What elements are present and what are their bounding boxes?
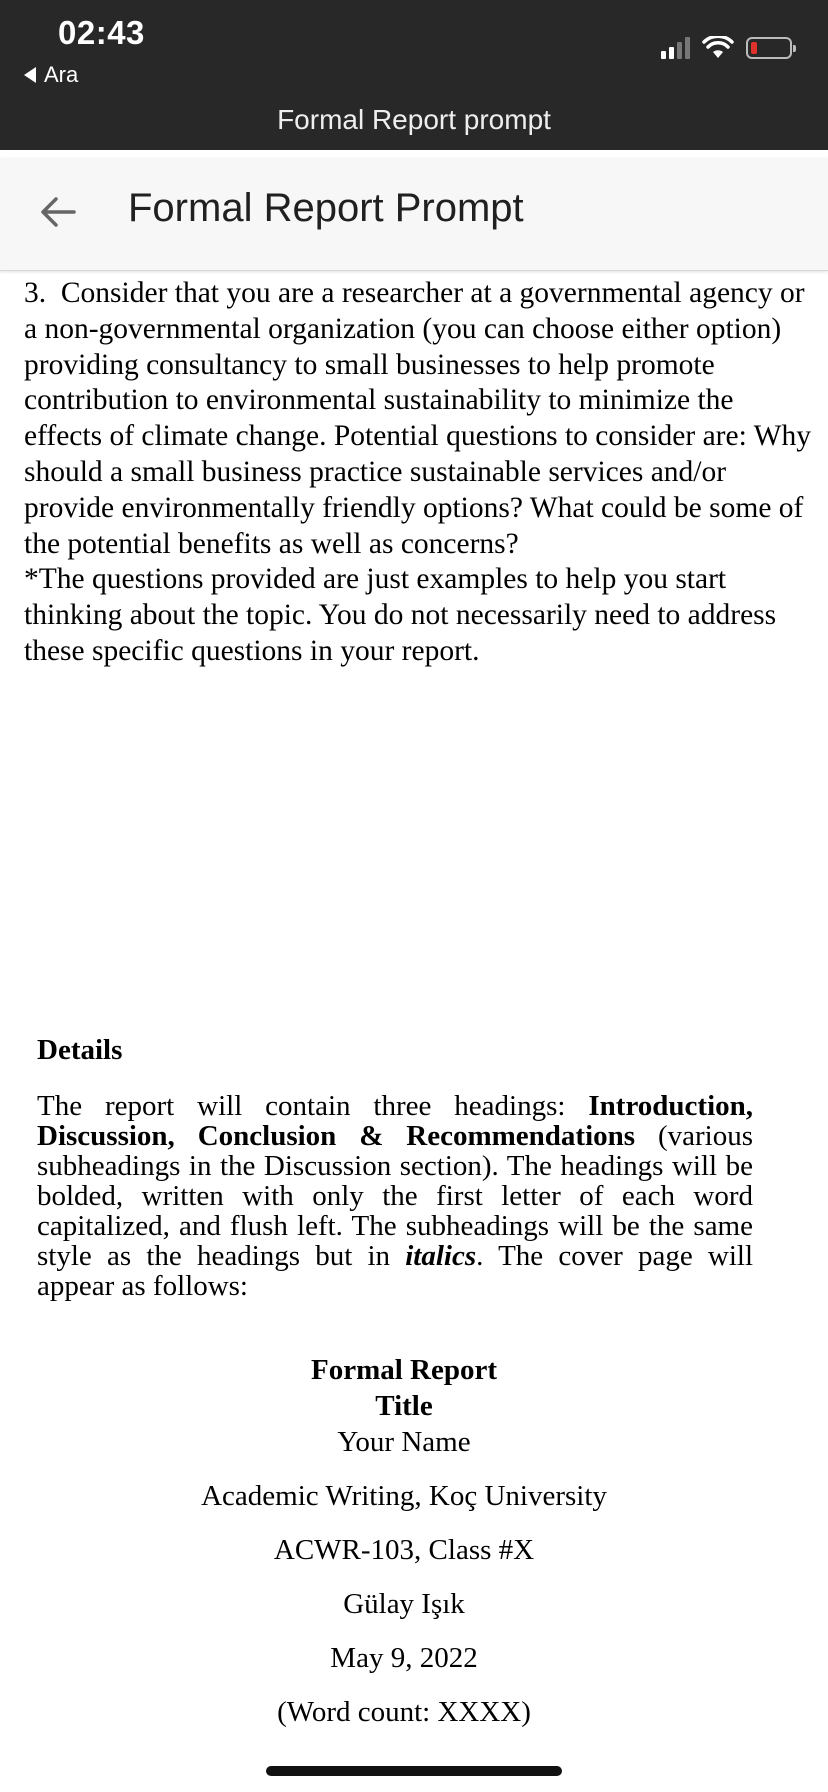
prompt-text: Consider that you are a researcher at a governmental agency or a non-governmental organization (you can choose either option) providing consultancy to small businesses to help promote contribution to environmental sustainability to minimize the effects of climate change. Potential questions to consider are: Why should a small business practice sustainable services and/or provide environmentally friendly options? What could be some of the potential benefits as well as concerns? [24, 277, 811, 560]
cover-word-count: (Word count: XXXX) [277, 1696, 531, 1728]
app-bar [0, 158, 828, 271]
arrow-left-icon[interactable] [34, 188, 82, 236]
prompt-paragraph [24, 276, 814, 670]
cellular-signal-icon [661, 37, 690, 59]
details-paragraph [37, 1091, 753, 1301]
cover-course: Academic Writing, Koç University [201, 1480, 607, 1512]
cover-class: ACWR-103, Class #X [273, 1534, 535, 1566]
prompt-note: *The questions provided are just examples to help you start thinking about the topic. You do not necessarily need to address these specific questions in your report. [24, 563, 777, 667]
status-icons [661, 36, 792, 60]
cover-your-name: Your Name [337, 1426, 471, 1458]
status-bar [0, 0, 828, 150]
details-italics-word: italics [405, 1240, 477, 1272]
details-headings-list: Introduction, Discussion, Conclusion & Recommendations [37, 1090, 754, 1152]
cover-date: May 9, 2022 [330, 1642, 478, 1674]
status-time: 02:43 [58, 14, 145, 51]
details-intro: The report will contain three headings: [37, 1090, 566, 1122]
cover-instructor: Gülay Işık [343, 1588, 465, 1620]
wifi-icon [702, 36, 734, 60]
back-triangle-icon [24, 67, 36, 83]
back-to-app-button[interactable] [24, 62, 78, 88]
cover-title-line1: Formal Report [310, 1354, 498, 1386]
details-after-italics: . The cover page will appear as follows: [37, 1240, 753, 1302]
cover-title-line2: Title [375, 1390, 433, 1422]
prompt-item-number: 3. [24, 277, 47, 309]
details-heading: Details [37, 1034, 123, 1066]
back-app-label: Ara [44, 62, 79, 87]
details-after-headings: (various subheadings in the Discussion section). The headings will be bolded, written with only the first letter of each word capitalized, and flush left. The subheadings will be the same style as the headings but in [37, 1120, 754, 1272]
document-title: Formal Report prompt [277, 104, 551, 135]
battery-low-icon [746, 37, 792, 59]
page-title: Formal Report Prompt [128, 186, 524, 230]
home-indicator[interactable] [266, 1766, 562, 1776]
